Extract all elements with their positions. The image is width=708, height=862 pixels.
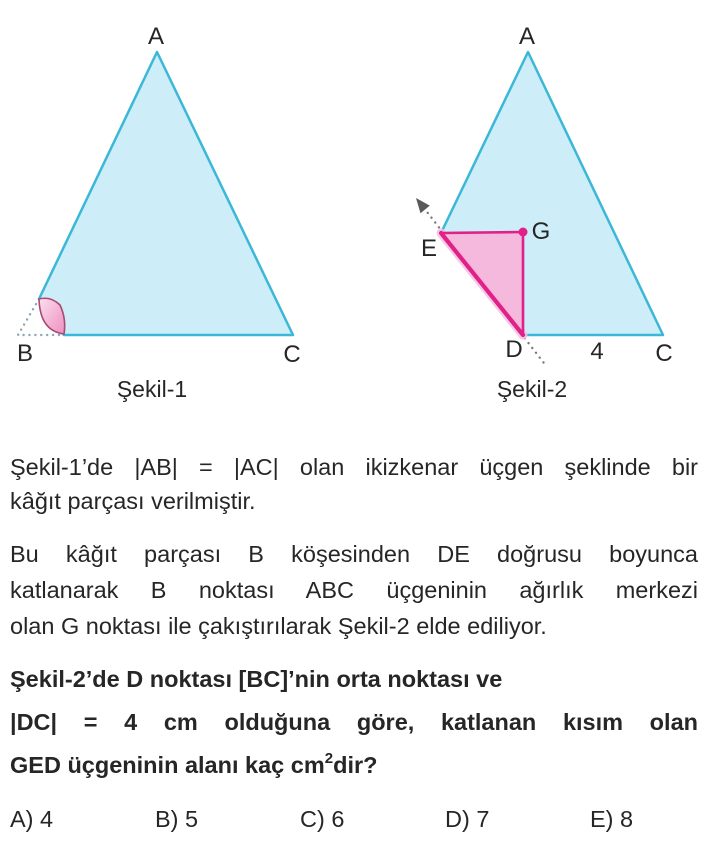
vertex-label-a1: A [147, 23, 165, 50]
text-line: Şekil-1’de |AB| = |AC| olan ikizkenar üçgen şeklinde bir [10, 454, 698, 480]
vertex-label-d2: D [505, 336, 523, 363]
figure1-caption: Şekil-1 [116, 376, 188, 402]
figure-1 [17, 23, 301, 402]
centroid-dot [519, 228, 528, 237]
answer-option-e[interactable]: E) 8 [590, 806, 634, 832]
question-figures [0, 0, 708, 420]
figure2-paper [441, 52, 663, 335]
text-line: Bu kâğıt parçası B köşesinden DE doğrusu boyunca [10, 541, 698, 567]
text-line: kâğıt parçası verilmiştir. [10, 488, 256, 514]
answer-option-b[interactable]: B) 5 [155, 806, 199, 832]
text-line: |DC| = 4 cm olduğuna göre, katlanan kısım olan [10, 709, 698, 735]
answer-option-d[interactable]: D) 7 [445, 806, 490, 832]
text-line: katlanarak B noktası ABC üçgeninin ağırlık merkezi [10, 577, 698, 603]
paragraph-2 [10, 536, 698, 644]
fold-axis-arrowhead [416, 198, 430, 213]
problem-statement [0, 450, 708, 790]
vertex-label-e2: E [420, 235, 438, 262]
figure-2 [416, 23, 673, 402]
figure2-caption: Şekil-2 [496, 376, 568, 402]
answer-option-a[interactable]: A) 4 [10, 806, 54, 832]
answer-row [0, 802, 708, 836]
answer-option-c[interactable]: C) 6 [300, 806, 345, 832]
figure1-paper [39, 52, 293, 335]
vertex-label-b1: B [16, 340, 34, 367]
length-label-dc: 4 [590, 338, 604, 365]
text-line: olan G noktası ile çakıştırılarak Şekil-2 elde ediliyor. [10, 613, 547, 639]
question-line3-prefix: GED üçgeninin alanı kaç cm [10, 752, 325, 778]
question-line3-suffix: dir? [333, 752, 378, 778]
question-text [10, 658, 698, 790]
text-line: Şekil-2’de D noktası [BC]’nin orta noktası ve [10, 666, 503, 692]
paragraph-1 [10, 450, 698, 518]
text-line [10, 744, 698, 790]
vertex-label-c1: C [283, 341, 301, 368]
vertex-label-c2: C [655, 340, 673, 367]
superscript-2: 2 [324, 750, 334, 767]
vertex-label-a2: A [518, 23, 536, 50]
vertex-label-g2: G [531, 218, 551, 245]
